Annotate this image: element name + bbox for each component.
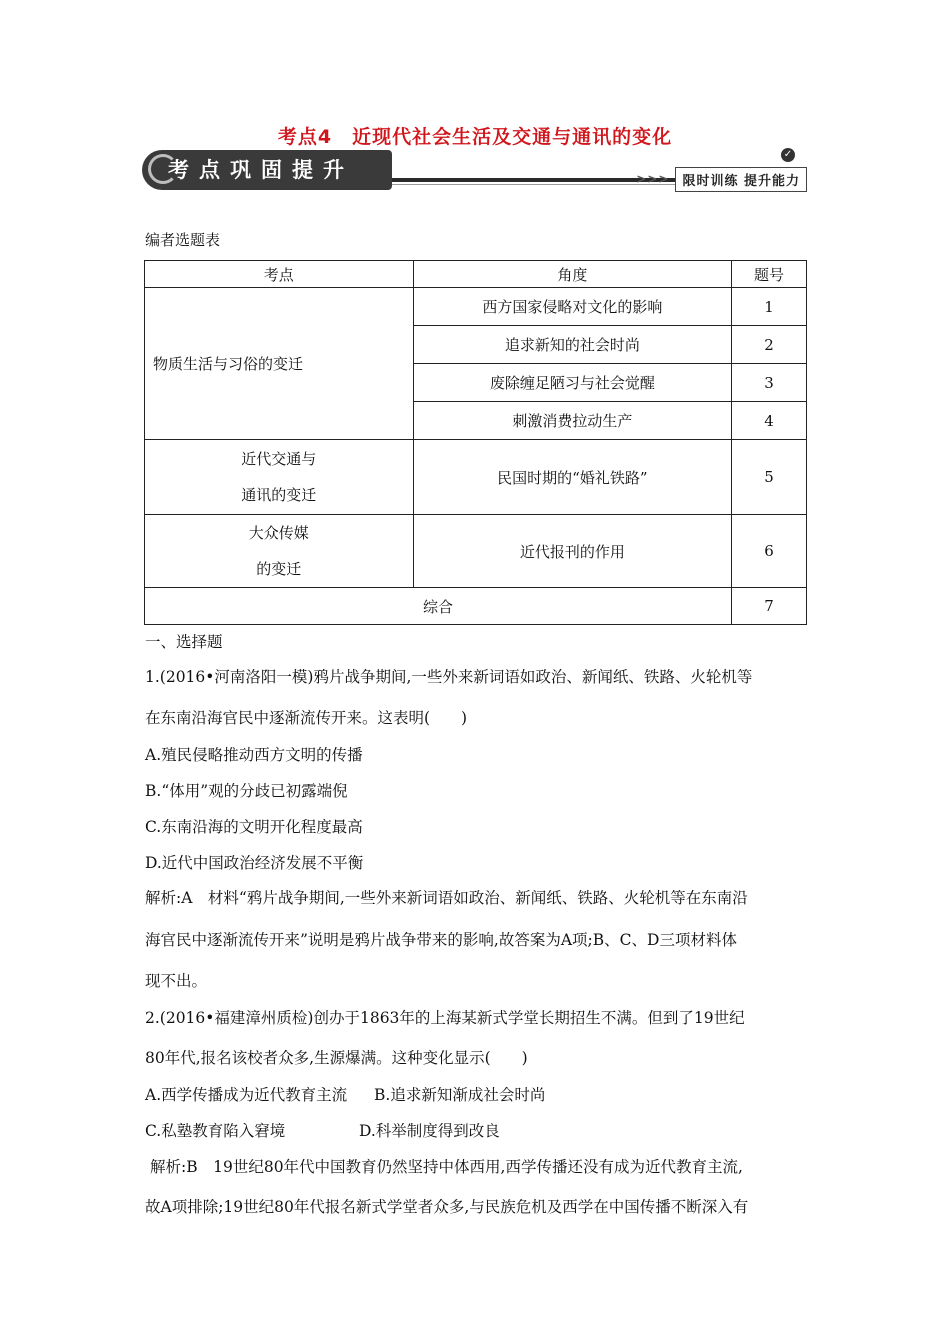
number-cell: 1 — [732, 288, 807, 326]
question-2-stem: 2.(2016•福建漳州质检)创办于1863年的上海某新式学堂长期招生不满。但到了19世纪 — [145, 1009, 745, 1027]
number-cell: 7 — [732, 588, 807, 625]
kaodian-cell — [145, 440, 414, 515]
question-2-option-c: C.私塾教育陷入窘境 — [145, 1122, 286, 1140]
question-1-answer-cont: 海官民中逐渐流传开来”说明是鸦片战争带来的影响,故答案为A项;B、C、D三项材料体 — [145, 931, 737, 949]
question-1-option-b: B.“体用”观的分歧已初露端倪 — [145, 782, 348, 800]
selection-table — [144, 260, 807, 625]
number-cell: 4 — [732, 402, 807, 440]
angle-cell: 民国时期的“婚礼铁路” — [413, 440, 732, 515]
section-banner — [142, 150, 807, 196]
banner-badge — [142, 150, 392, 190]
table-header-row — [145, 261, 807, 288]
kaodian-line: 通讯的变迁 — [241, 486, 317, 504]
number-cell: 5 — [732, 440, 807, 515]
header-number: 题号 — [732, 261, 807, 288]
question-1-option-a: A.殖民侵略推动西方文明的传播 — [145, 746, 363, 764]
angle-cell: 废除缠足陋习与社会觉醒 — [413, 364, 732, 402]
check-icon: ✓ — [781, 148, 795, 162]
question-2-answer-cont: 故A项排除;19世纪80年代报名新式学堂者众多,与民族危机及西学在中国传播不断深入有 — [145, 1198, 749, 1216]
angle-cell: 刺激消费拉动生产 — [413, 402, 732, 440]
kaodian-line: 大众传媒 — [248, 524, 309, 542]
summary-cell: 综合 — [145, 588, 732, 625]
kaodian-line: 的变迁 — [256, 560, 302, 578]
angle-cell: 近代报刊的作用 — [413, 515, 732, 588]
table-row — [145, 288, 807, 326]
banner-tag-label: 限时训练 提升能力 — [675, 167, 807, 192]
question-1-answer: 解析:A 材料“鸦片战争期间,一些外来新词语如政治、新闻纸、铁路、火轮机等在东南沿 — [145, 889, 748, 907]
table-row — [145, 515, 807, 588]
header-angle: 角度 — [413, 261, 732, 288]
angle-cell: 追求新知的社会时尚 — [413, 326, 732, 364]
section-heading: 一、选择题 — [145, 633, 223, 651]
page-title: 考点4 近现代社会生活及交通与通讯的变化 — [277, 126, 673, 148]
question-2-stem-cont: 80年代,报名该校者众多,生源爆满。这种变化显示( ) — [145, 1049, 528, 1067]
kaodian-cell — [145, 515, 414, 588]
question-1-stem-cont: 在东南沿海官民中逐渐流传开来。这表明( ) — [145, 709, 468, 727]
kaodian-cell: 物质生活与习俗的变迁 — [145, 288, 414, 440]
question-2-answer: 解析:B 19世纪80年代中国教育仍然坚持中体西用,西学传播还没有成为近代教育主流, — [150, 1158, 743, 1176]
table-row — [145, 588, 807, 625]
table-caption: 编者选题表 — [145, 231, 221, 249]
kaodian-line: 近代交通与 — [241, 450, 317, 468]
banner-tag — [636, 166, 807, 192]
table-row — [145, 440, 807, 515]
angle-cell: 西方国家侵略对文化的影响 — [413, 288, 732, 326]
number-cell: 2 — [732, 326, 807, 364]
banner-badge-label: 考点巩固提升 — [168, 158, 354, 182]
question-1-option-c: C.东南沿海的文明开化程度最高 — [145, 818, 363, 836]
arrows-icon: >>> — [636, 172, 670, 186]
question-1-answer-cont: 现不出。 — [145, 972, 208, 990]
question-2-option-b: B.追求新知渐成社会时尚 — [374, 1086, 546, 1104]
question-2-option-d: D.科举制度得到改良 — [359, 1122, 500, 1140]
header-kaodian: 考点 — [145, 261, 414, 288]
question-1-stem: 1.(2016•河南洛阳一模)鸦片战争期间,一些外来新词语如政治、新闻纸、铁路、火轮机等 — [145, 668, 753, 686]
number-cell: 6 — [732, 515, 807, 588]
question-2-option-a: A.西学传播成为近代教育主流 — [145, 1086, 348, 1104]
question-1-option-d: D.近代中国政治经济发展不平衡 — [145, 854, 364, 872]
number-cell: 3 — [732, 364, 807, 402]
